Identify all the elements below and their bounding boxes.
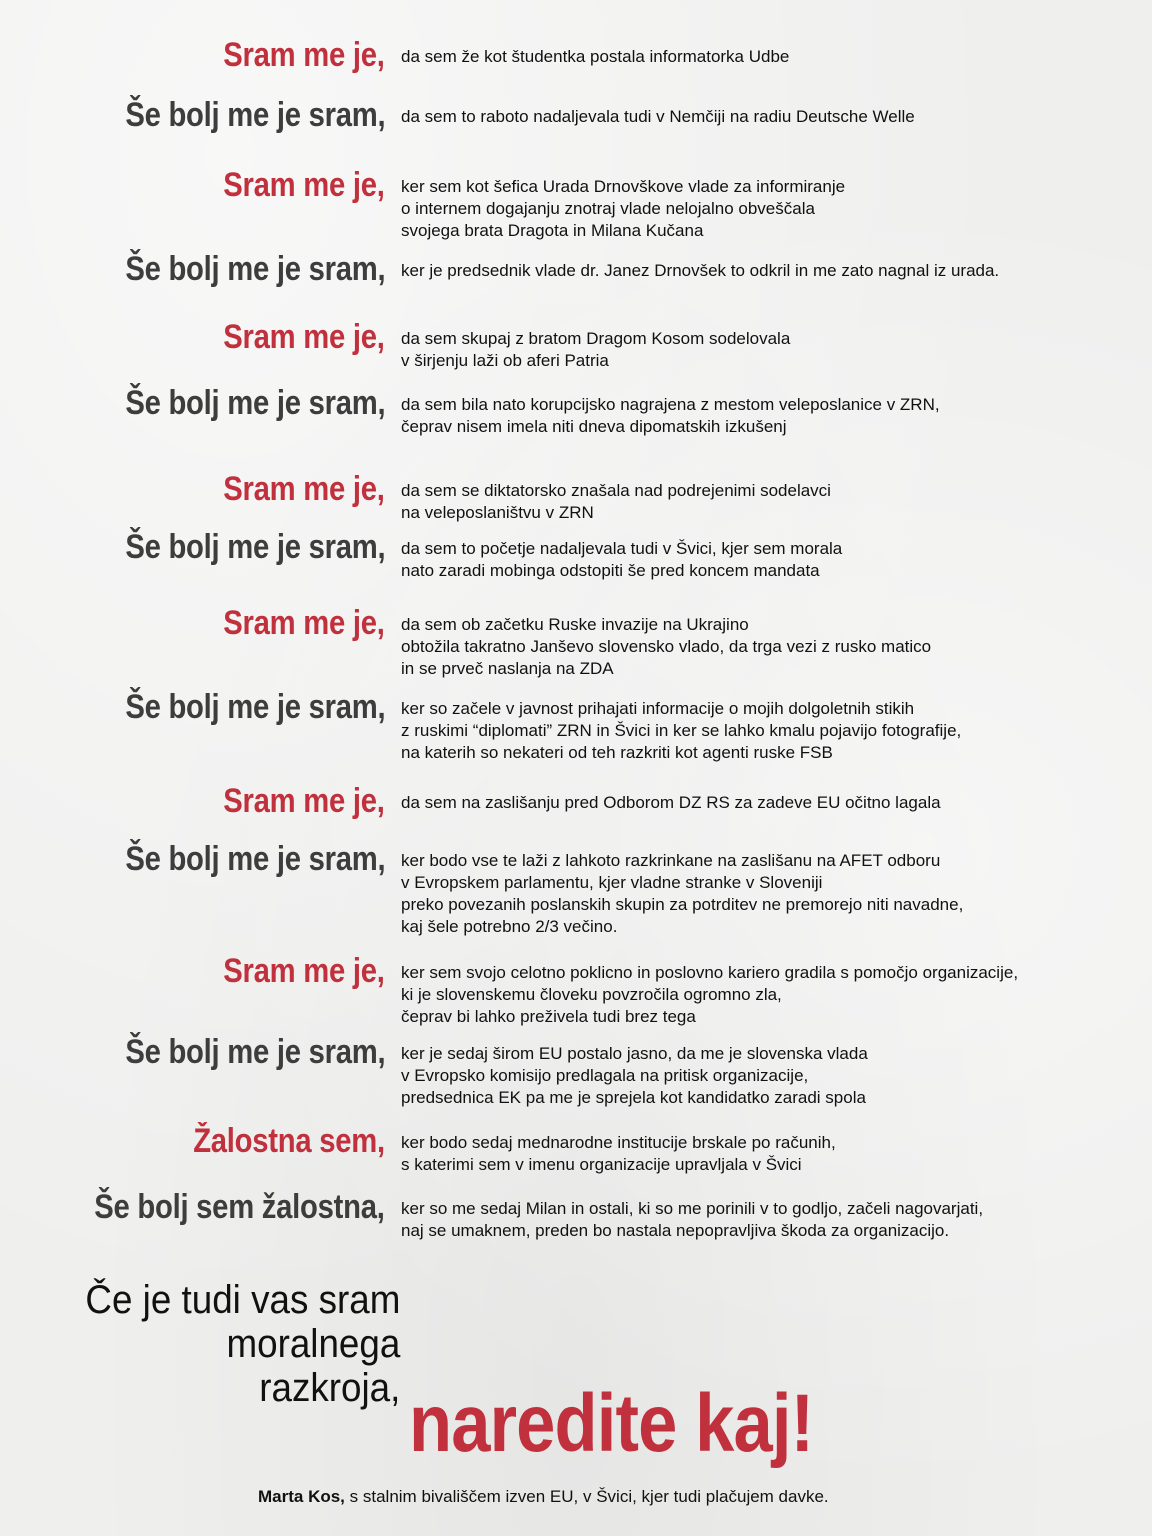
statement-line: preko povezanih poslanskih skupin za potrditev ne premorejo niti navadne,	[401, 895, 964, 914]
statement-line: in se prveč naslanja na ZDA	[401, 659, 614, 678]
statement-heading: Še bolj me je sram,	[124, 688, 385, 726]
statement-heading: Še bolj me je sram,	[124, 840, 385, 878]
statement-line: v Evropsko komisijo predlagala na pritisk organizacije,	[401, 1066, 809, 1085]
statement-line: s katerimi sem v imenu organizacije upravljala v Švici	[401, 1155, 802, 1174]
statement-line: da sem na zaslišanju pred Odborom DZ RS za zadeve EU očitno lagala	[401, 793, 941, 812]
statement-line: da sem skupaj z bratom Dragom Kosom sodelovala	[401, 329, 791, 348]
statement-line: ker sem svojo celotno poklicno in poslovno kariero gradila s pomočjo organizacije,	[401, 963, 1019, 982]
cta-line: razkroja,	[258, 1366, 400, 1410]
statement-line: na katerih so nekateri od teh razkriti kot agenti ruske FSB	[401, 743, 833, 762]
statement-line: ker je sedaj širom EU postalo jasno, da me je slovenska vlada	[401, 1044, 868, 1063]
statement-heading: Sram me je,	[223, 166, 385, 204]
statement-body	[401, 260, 999, 282]
statement-heading: Še bolj me je sram,	[124, 96, 385, 134]
statement-body	[401, 614, 931, 680]
statement-body	[401, 106, 915, 128]
statement-line: da sem to početje nadaljevala tudi v Švici, kjer sem morala	[401, 539, 843, 558]
statement-line: da sem ob začetku Ruske invazije na Ukrajino	[401, 615, 749, 634]
statement-body	[401, 394, 940, 438]
statement-heading: Sram me je,	[223, 782, 385, 820]
statement-body	[401, 962, 1018, 1028]
statement-heading: Sram me je,	[223, 36, 385, 74]
statement-line: čeprav nisem imela niti dneva dipomatskih izkušenj	[401, 417, 787, 436]
statement-line: da sem že kot študentka postala informatorka Udbe	[401, 47, 790, 66]
statement-line: kaj šele potrebno 2/3 večino.	[401, 917, 618, 936]
signature-name: Marta Kos,	[258, 1487, 345, 1506]
statement-line: ker so me sedaj Milan in ostali, ki so me porinili v to godljo, začeli nagovarjati,	[401, 1199, 984, 1218]
statement-heading: Še bolj sem žalostna,	[94, 1188, 385, 1226]
statement-body	[401, 1132, 836, 1176]
statement-line: ker je predsednik vlade dr. Janez Drnovšek to odkril in me zato nagnal iz urada.	[401, 261, 1000, 280]
statement-body	[401, 538, 842, 582]
statement-line: da sem bila nato korupcijsko nagrajena z mestom veleposlanice v ZRN,	[401, 395, 940, 414]
statement-body	[401, 850, 963, 938]
statement-line: ker bodo vse te laži z lahkoto razkrinkane na zaslišanu na AFET odboru	[401, 851, 941, 870]
statement-body	[401, 1198, 983, 1242]
statement-heading: Še bolj me je sram,	[124, 528, 385, 566]
statement-line: nato zaradi mobinga odstopiti še pred koncem mandata	[401, 561, 820, 580]
statement-line: čeprav bi lahko preživela tudi brez tega	[401, 1007, 696, 1026]
statement-line: da sem to raboto nadaljevala tudi v Nemčiji na radiu Deutsche Welle	[401, 107, 915, 126]
statement-line: o internem dogajanju znotraj vlade nelojalno obveščala	[401, 199, 815, 218]
statement-body	[401, 1043, 868, 1109]
statement-line: naj se umaknem, preden bo nastala nepopravljiva škoda za organizacijo.	[401, 1221, 950, 1240]
statement-line: ker so začele v javnost prihajati informacije o mojih dolgoletnih stikih	[401, 699, 915, 718]
statement-body	[401, 792, 941, 814]
statement-body	[401, 698, 961, 764]
cta-line: Če je tudi vas sram	[85, 1278, 400, 1322]
cta-line: moralnega	[226, 1322, 400, 1366]
statement-line: svojega brata Dragota in Milana Kučana	[401, 221, 704, 240]
statement-heading: Sram me je,	[223, 952, 385, 990]
statement-body	[401, 480, 831, 524]
statement-heading: Še bolj me je sram,	[124, 1033, 385, 1071]
statement-line: obtožila takratno Janševo slovensko vlado, da trga vezi z rusko matico	[401, 637, 932, 656]
statement-heading: Še bolj me je sram,	[124, 250, 385, 288]
statement-heading: Sram me je,	[223, 470, 385, 508]
statement-heading: Še bolj me je sram,	[124, 384, 385, 422]
statement-line: v širjenju laži ob aferi Patria	[401, 351, 609, 370]
statement-line: ki je slovenskemu človeku povzročila ogromno zla,	[401, 985, 782, 1004]
statement-body	[401, 176, 845, 242]
signature-text: s stalnim bivališčem izven EU, v Švici, kjer tudi plačujem davke.	[344, 1487, 829, 1506]
statement-heading: Sram me je,	[223, 604, 385, 642]
statement-body	[401, 328, 790, 372]
statement-line: predsednica EK pa me je sprejela kot kandidatko zaradi spola	[401, 1088, 866, 1107]
statement-line: ker sem kot šefica Urada Drnovškove vlade za informiranje	[401, 177, 846, 196]
statement-line: z ruskimi “diplomati” ZRN in Švici in ker se lahko kmalu pojavijo fotografije,	[401, 721, 962, 740]
statement-line: na veleposlaništvu v ZRN	[401, 503, 594, 522]
statement-heading: Sram me je,	[223, 318, 385, 356]
signature	[258, 1486, 829, 1508]
call-to-action-headline: naredite kaj!	[409, 1378, 814, 1469]
statement-line: da sem se diktatorsko znašala nad podrejenimi sodelavci	[401, 481, 831, 500]
statement-heading: Žalostna sem,	[193, 1122, 385, 1160]
statement-body	[401, 46, 789, 68]
statement-line: ker bodo sedaj mednarodne institucije brskale po računih,	[401, 1133, 836, 1152]
call-to-action-question	[85, 1278, 400, 1410]
statement-line: v Evropskem parlamentu, kjer vladne stranke v Sloveniji	[401, 873, 823, 892]
